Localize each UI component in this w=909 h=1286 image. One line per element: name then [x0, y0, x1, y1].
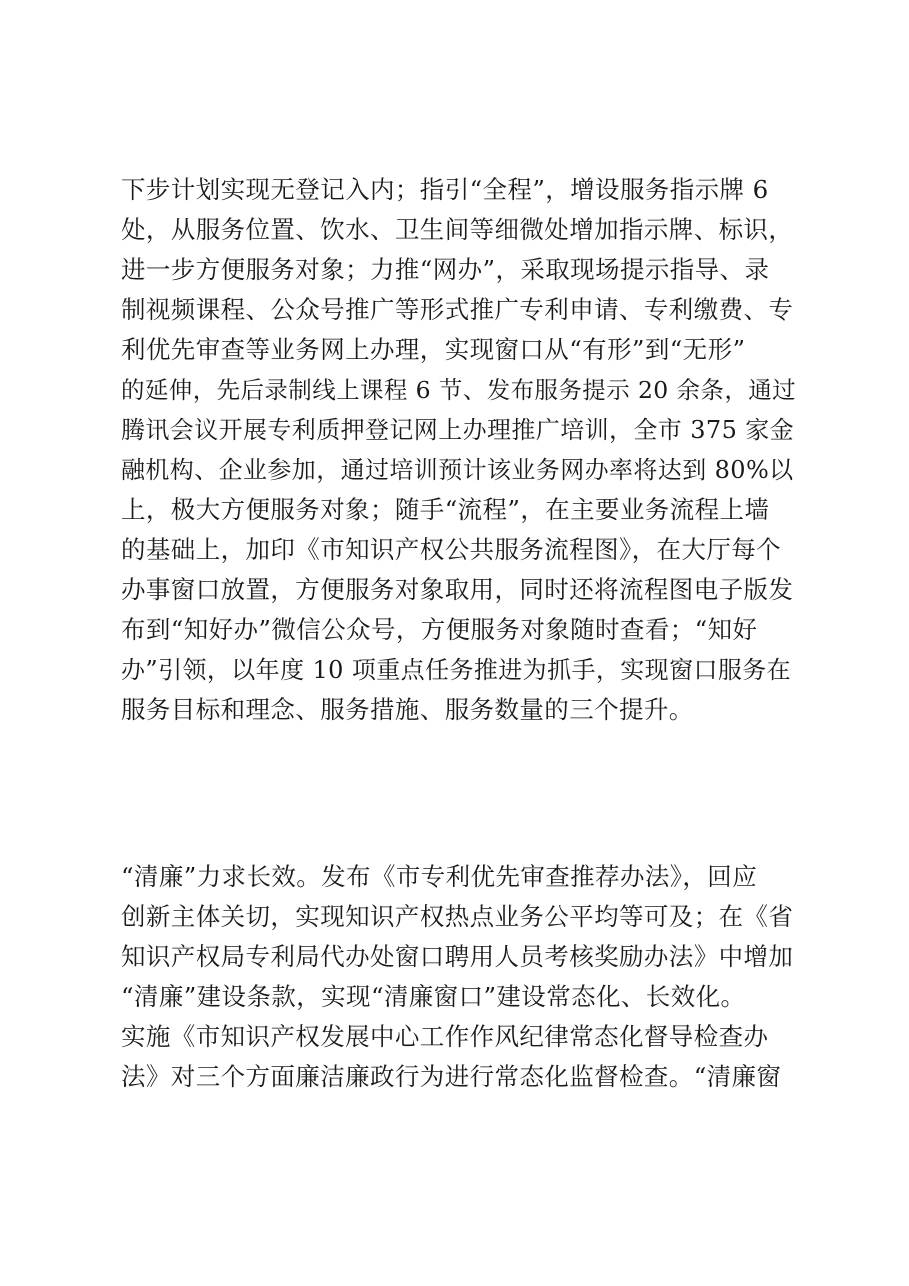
text-line: 法》对三个方面廉洁廉政行为进行常态化监督检查。“清廉窗 — [121, 1062, 782, 1091]
text-line: 进一步方便服务对象；力推“网办”，采取现场提示指导、录 — [121, 255, 770, 284]
text-line: 上，极大方便服务对象；随手“流程”，在主要业务流程上墙 — [121, 495, 770, 524]
text-line: 腾讯会议开展专利质押登记网上办理推广培训，全市 375 家金 — [121, 416, 795, 444]
text-line: 融机构、企业参加，通过培训预计该业务网办率将达到 80%以 — [121, 456, 794, 484]
text-line: “清廉”建设条款，实现“清廉窗口”建设常态化、长效化。 — [121, 982, 746, 1011]
text-line: “清廉”力求长效。发布《市专利优先审查推荐办法》，回应 — [121, 862, 758, 891]
text-line: 的延伸，先后录制线上课程 6 节、发布服务提示 20 余条，通过 — [121, 376, 797, 404]
text-line: 办事窗口放置，方便服务对象取用，同时还将流程图电子版发 — [121, 575, 794, 604]
text-line: 制视频课程、公众号推广等形式推广专利申请、专利缴费、专 — [121, 295, 794, 324]
text-line: 实施《市知识产权发展中心工作作风纪律常态化督导检查办 — [121, 1022, 769, 1051]
text-line: 服务目标和理念、服务措施、服务数量的三个提升。 — [121, 695, 694, 724]
text-line: 布到“知好办”微信公众号，方便服务对象随时查看；“知好 — [121, 615, 758, 644]
text-line: 的基础上，加印《市知识产权公共服务流程图》，在大厅每个 — [121, 535, 782, 564]
text-line: 知识产权局专利局代办处窗口聘用人员考核奖励办法》中增加 — [121, 942, 794, 971]
text-line: 处，从服务位置、饮水、卫生间等细微处增加指示牌、标识， — [121, 215, 794, 244]
text-line: 创新主体关切，实现知识产权热点业务公平均等可及；在《省 — [121, 902, 794, 931]
paragraph-integrity — [121, 857, 801, 1097]
paragraph-service-measures — [121, 170, 801, 730]
text-line: 办”引领，以年度 10 项重点任务推进为抓手，实现窗口服务在 — [121, 656, 792, 684]
text-line: 下步计划实现无登记入内；指引“全程”，增设服务指示牌 6 — [121, 175, 769, 204]
text-line: 利优先审查等业务网上办理，实现窗口从“有形”到“无形” — [121, 335, 746, 364]
